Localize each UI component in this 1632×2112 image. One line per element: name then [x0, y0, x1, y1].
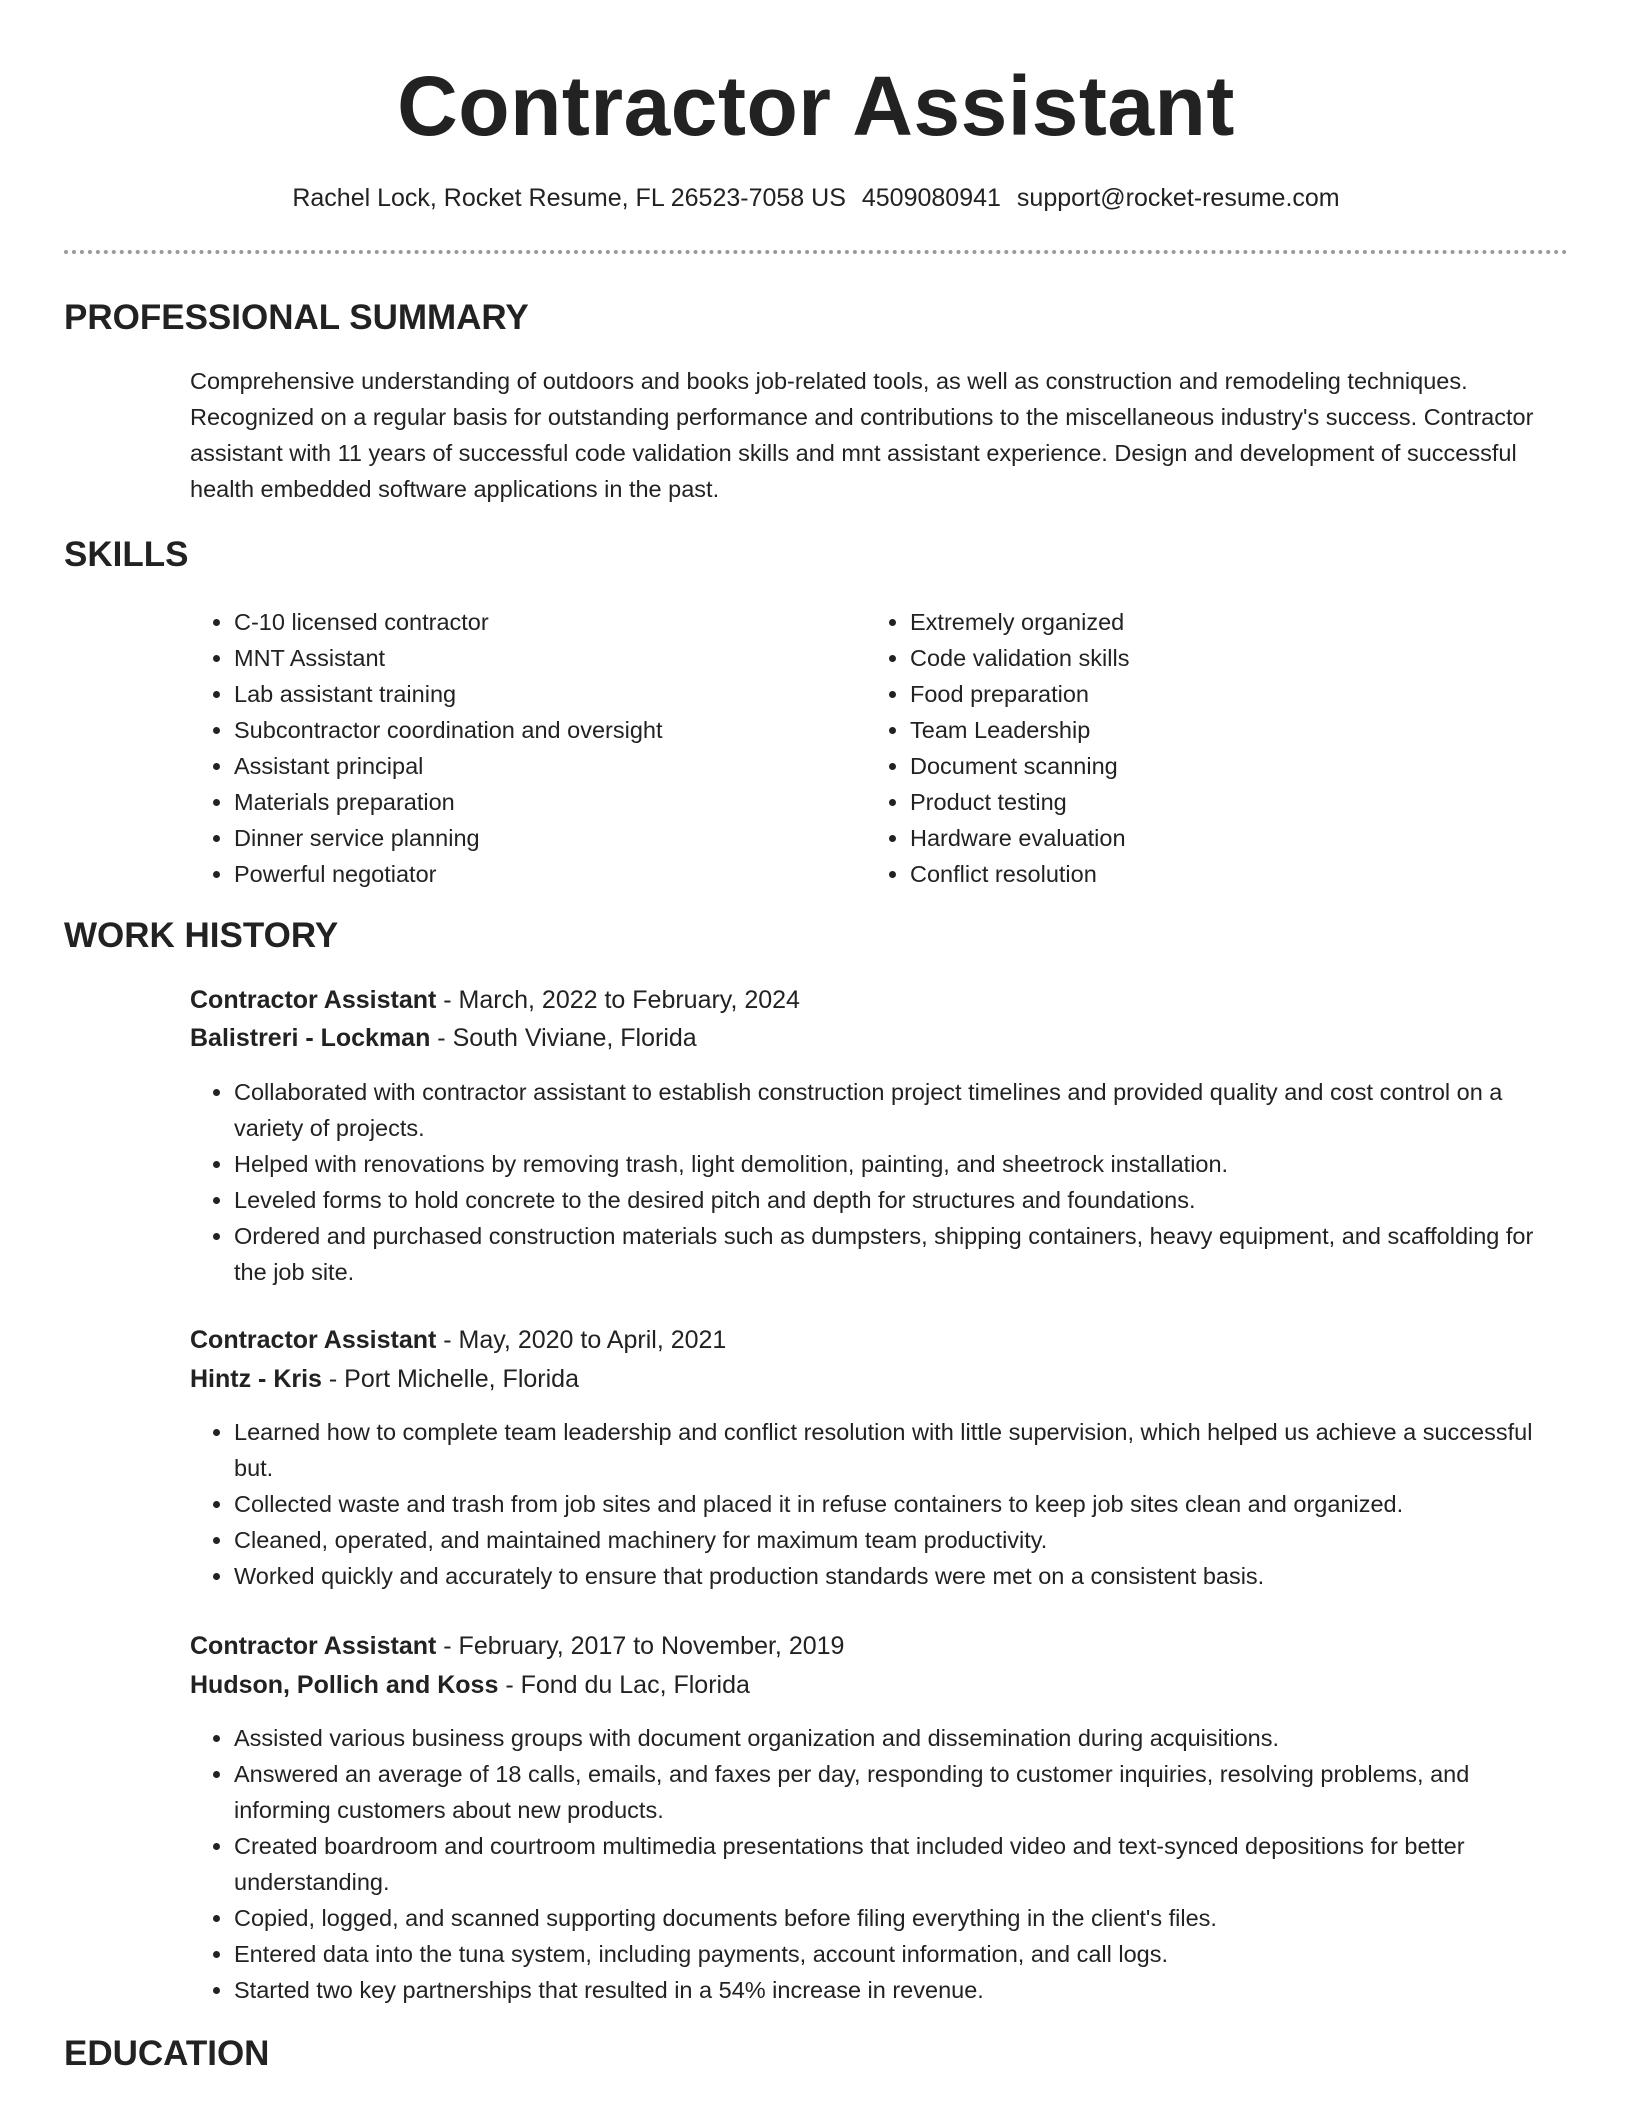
list-item: • Hardware evaluation: [910, 820, 1506, 856]
list-item: • Created boardroom and courtroom multimedia presentations that included video and text-synced depositions for better understanding.: [234, 1828, 1570, 1900]
list-item: • Subcontractor coordination and oversight: [234, 712, 830, 748]
job-role: Contractor Assistant: [190, 986, 437, 1014]
list-item: • Entered data into the tuna system, including payments, account information, and call logs.: [234, 1936, 1570, 1972]
job-role: Contractor Assistant: [190, 1326, 437, 1354]
job-location: - Port Michelle, Florida: [321, 1365, 579, 1393]
list-item: • Product testing: [910, 784, 1506, 820]
section-title-summary: PROFESSIONAL SUMMARY: [64, 298, 529, 337]
job-dates: - February, 2017 to November, 2019: [436, 1632, 845, 1660]
job-title-line: [190, 1321, 1570, 1359]
skills-list-left: [190, 604, 830, 892]
list-item: • Code validation skills: [910, 640, 1506, 676]
contact-email[interactable]: support@rocket-resume.com: [1016, 184, 1340, 212]
contact-phone: 4509080941: [861, 184, 1001, 212]
list-item: • Helped with renovations by removing trash, light demolition, painting, and sheetrock installation.: [234, 1146, 1570, 1182]
job-bullet-list: [190, 1720, 1570, 2008]
list-item: • Cleaned, operated, and maintained machinery for maximum team productivity.: [234, 1522, 1570, 1558]
skills-list-right: [866, 604, 1506, 892]
list-item: • Document scanning: [910, 748, 1506, 784]
job-dates: - March, 2022 to February, 2024: [436, 986, 800, 1014]
job-company-line: [190, 1666, 1570, 1704]
header-divider: [64, 250, 1568, 254]
job-company-line: [190, 1019, 1570, 1057]
job-bullets: [190, 1074, 1570, 1290]
job-company: Balistreri - Lockman: [190, 1024, 431, 1052]
list-item: • Powerful negotiator: [234, 856, 830, 892]
list-item: • Copied, logged, and scanned supporting documents before filing everything in the client's files.: [234, 1900, 1570, 1936]
list-item: • Learned how to complete team leadership and conflict resolution with little supervision, which helped us achieve a successful but.: [234, 1414, 1570, 1486]
contact-address: Rachel Lock, Rocket Resume, FL 26523-7058 US: [292, 184, 846, 212]
skills-column-right: [866, 604, 1506, 892]
skills-column-left: [190, 604, 830, 892]
job-bullets: [190, 1720, 1570, 2008]
list-item: • Answered an average of 18 calls, emails, and faxes per day, responding to customer inquiries, resolving problems, and informing customers about new products.: [234, 1756, 1570, 1828]
list-item: • Extremely organized: [910, 604, 1506, 640]
list-item: • Started two key partnerships that resulted in a 54% increase in revenue.: [234, 1972, 1570, 2008]
job-title-line: [190, 1627, 1570, 1665]
list-item: • Collaborated with contractor assistant to establish construction project timelines and provided quality and cost control on a variety of projects.: [234, 1074, 1570, 1146]
job-location: - Fond du Lac, Florida: [498, 1671, 750, 1699]
list-item: • Lab assistant training: [234, 676, 830, 712]
job-bullet-list: [190, 1074, 1570, 1290]
section-title-work-history: WORK HISTORY: [64, 916, 339, 955]
job-company: Hudson, Pollich and Koss: [190, 1671, 499, 1699]
list-item: • Dinner service planning: [234, 820, 830, 856]
job-bullets: [190, 1414, 1570, 1594]
list-item: • C-10 licensed contractor: [234, 604, 830, 640]
summary-text: Comprehensive understanding of outdoors and books job-related tools, as well as construction and remodeling techniques. Recognized on a regular basis for outstanding performance and contributions to the miscellaneous industry's success. Contractor assistant with 11 years of successful code validation skills and mnt assistant experience. Design and development of successful health embedded software applications in the past.: [190, 368, 1534, 502]
section-title-skills: SKILLS: [64, 535, 189, 574]
list-item: • Worked quickly and accurately to ensure that production standards were met on a consistent basis.: [234, 1558, 1570, 1594]
list-item: • Assistant principal: [234, 748, 830, 784]
job-company: Hintz - Kris: [190, 1365, 322, 1393]
list-item: • Conflict resolution: [910, 856, 1506, 892]
list-item: • Assisted various business groups with document organization and dissemination during acquisitions.: [234, 1720, 1570, 1756]
section-title-education: EDUCATION: [64, 2034, 270, 2073]
job-location: - South Viviane, Florida: [430, 1024, 697, 1052]
contact-line: [64, 180, 1568, 216]
job-company-line: [190, 1360, 1570, 1398]
job-bullet-list: [190, 1414, 1570, 1594]
resume-name-title: Contractor Assistant: [397, 59, 1235, 153]
list-item: • Collected waste and trash from job sites and placed it in refuse containers to keep job sites clean and organized.: [234, 1486, 1570, 1522]
list-item: • Food preparation: [910, 676, 1506, 712]
job-role: Contractor Assistant: [190, 1632, 437, 1660]
job-dates: - May, 2020 to April, 2021: [436, 1326, 727, 1354]
list-item: • Leveled forms to hold concrete to the desired pitch and depth for structures and foundations.: [234, 1182, 1570, 1218]
list-item: • MNT Assistant: [234, 640, 830, 676]
list-item: • Materials preparation: [234, 784, 830, 820]
job-title-line: [190, 981, 1570, 1019]
list-item: • Team Leadership: [910, 712, 1506, 748]
list-item: • Ordered and purchased construction materials such as dumpsters, shipping containers, heavy equipment, and scaffolding for the job site.: [234, 1218, 1570, 1290]
